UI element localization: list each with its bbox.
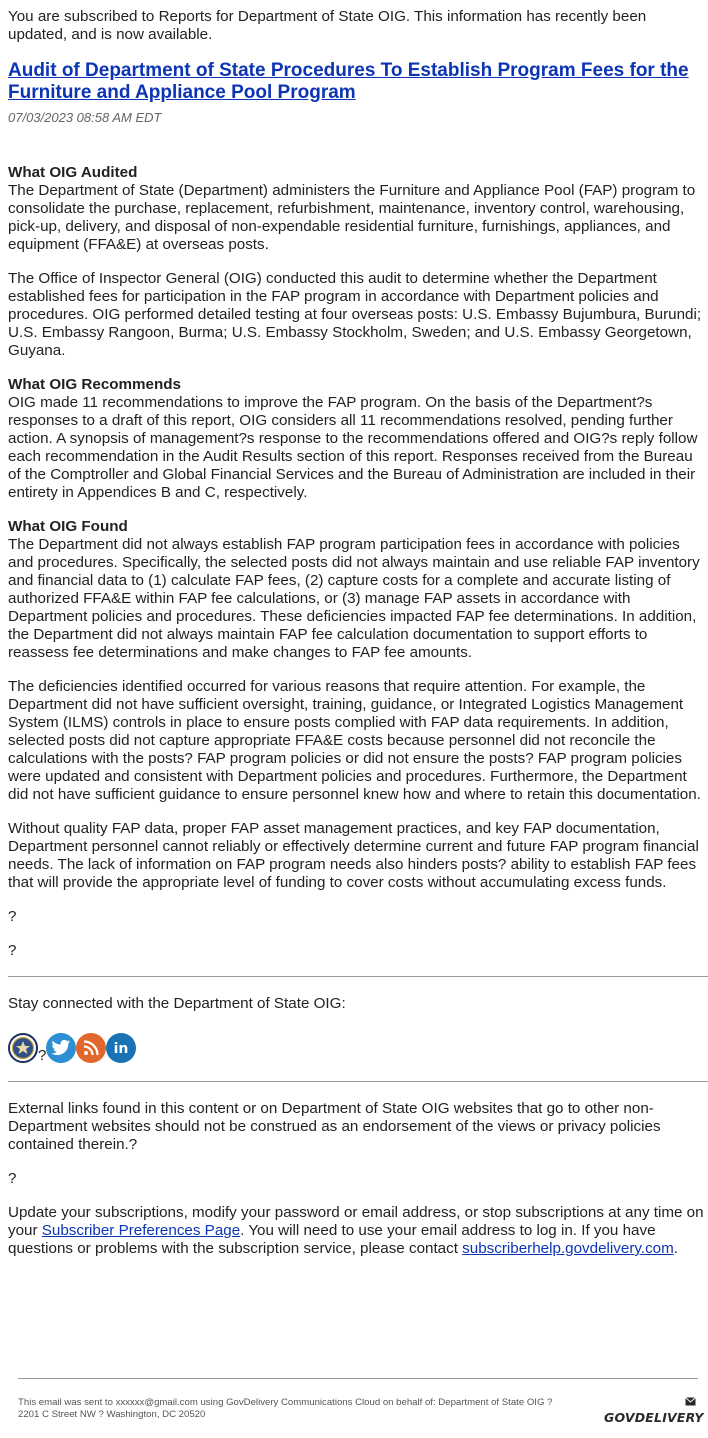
govdelivery-logo-text: GOVDELIVERY: [604, 1410, 704, 1425]
subscription-notice: You are subscribed to Reports for Department of State OIG. This information has recently been updated, and is now available.: [8, 8, 647, 43]
footer-address: 2201 C Street NW ? Washington, DC 20520: [18, 1409, 206, 1420]
section-heading-audited: What OIG Audited: [8, 164, 138, 181]
recommends-paragraph-1: OIG made 11 recommendations to improve the FAP program. On the basis of the Department?s responses to a draft of this report, OIG considers all 11 recommendations resolved, pending further action. A synopsis of management?s response to the recommendations offered and OIG?s reply follow each recommendation in the Audit Results section of this report. Responses received from the Bureau of the Comptroller and Global Financial Services and the Bureau of Administration are included in their entirety in Appendices B and C, respectively.: [8, 394, 698, 501]
report-title-link[interactable]: Audit of Department of State Procedures To Establish Program Fees for the Furniture and Appliance Pool Program: [8, 60, 689, 103]
external-links-disclaimer: External links found in this content or on Department of State OIG websites that go to other non-Department websites should not be construed as an endorsement of the views or privacy policies contained therein.?: [8, 1100, 661, 1153]
subscriber-help-link[interactable]: subscriberhelp.govdelivery.com: [462, 1240, 674, 1257]
footer-text: [18, 1397, 598, 1421]
subscription-text-before: Update your subscriptions, modify your password or email address, or stop subscriptions at any time on your: [8, 1204, 704, 1239]
govdelivery-logo[interactable]: [604, 1397, 704, 1425]
subscription-text-middle: . You will need to use your email address to log in. If you have questions or problems with the subscription service, please contact: [8, 1222, 656, 1257]
linkedin-icon[interactable]: [106, 1033, 136, 1063]
twitter-icon[interactable]: [46, 1033, 76, 1063]
found-paragraph-2: The deficiencies identified occurred for various reasons that require attention. For example, the Department did not have sufficient oversight, training, guidance, or Integrated Logistics Management System (ILMS) controls in place to ensure posts complied with FAP data requirements. In addition, selected posts did not capture appropriate FFA&E costs because personnel did not reconcile the calculations with the posts? FAP program policies or did not ensure the posts? FAP program policies were updated and consistent with Department policies and procedures. Furthermore, the Department did not have sufficient guidance to ensure personnel knew how and where to retain this documentation.: [8, 678, 701, 803]
envelope-icon: [685, 1397, 696, 1406]
found-paragraph-3: Without quality FAP data, proper FAP asset management practices, and key FAP documentation, Department personnel cannot reliably or effectively determine current and future FAP program financial needs. The lack of information on FAP program needs also hinders posts? ability to establish FAP fees that will provide the appropriate level of funding to cover costs without accumulating excess funds.: [8, 820, 699, 891]
linkedin-icon-letters: in: [113, 1041, 129, 1057]
email-content: [8, 8, 708, 1258]
icon-separator: ?: [38, 1047, 47, 1064]
social-icons: [8, 1031, 708, 1063]
section-heading-recommends: What OIG Recommends: [8, 376, 181, 393]
subscription-text-end: .: [673, 1240, 678, 1257]
stay-connected-text: Stay connected with the Department of State OIG:: [8, 995, 346, 1012]
email-footer: [18, 1378, 704, 1425]
subscriber-preferences-link[interactable]: Subscriber Preferences Page: [41, 1222, 241, 1239]
footer-sent-to: This email was sent to xxxxxx@gmail.com using GovDelivery Communications Cloud on behalf of: Department of State OIG ?: [18, 1397, 553, 1408]
divider: [8, 976, 708, 977]
rss-icon[interactable]: [76, 1033, 106, 1063]
report-summary: [8, 164, 708, 960]
placeholder-mark: ?: [8, 908, 17, 925]
audited-paragraph-2: The Office of Inspector General (OIG) conducted this audit to determine whether the Department established fees for participation in the FAP program in accordance with Department policies and procedures. OIG performed detailed testing at four overseas posts: U.S. Embassy Bujumbura, Burundi; U.S. Embassy Rangoon, Burma; U.S. Embassy Stockholm, Sweden; and U.S. Embassy Georgetown, Guyana.: [8, 270, 702, 359]
placeholder-mark: ?: [8, 1170, 17, 1187]
subscription-management-text: [8, 1204, 708, 1258]
state-oig-seal-icon[interactable]: [8, 1033, 38, 1063]
divider: [8, 1081, 708, 1082]
section-heading-found: What OIG Found: [8, 518, 128, 535]
audited-paragraph-1: The Department of State (Department) administers the Furniture and Appliance Pool (FAP) program to consolidate the purchase, replacement, refurbishment, maintenance, inventory control, warehousing, pick-up, delivery, and disposal of non-expendable residential furniture, furnishings, appliances, and equipment (FFA&E) at overseas posts.: [8, 182, 696, 253]
placeholder-mark: ?: [8, 942, 17, 959]
found-paragraph-1: The Department did not always establish FAP program participation fees in accordance with policies and procedures. Specifically, the selected posts did not always maintain and use reliable FAP inventory and financial data to (1) calculate FAP fees, (2) capture costs for a complete and accurate listing of authorized FFA&E within FAP fee calculations, or (3) manage FAP assets in accordance with Department policies and procedures. These deficiencies impacted FAP fee determinations. In addition, the Department did not always maintain FAP fee calculation documentation to support efforts to reassess fee determinations and make changes to FAP fee amounts.: [8, 536, 700, 661]
report-date: 07/03/2023 08:58 AM EDT: [8, 110, 162, 125]
